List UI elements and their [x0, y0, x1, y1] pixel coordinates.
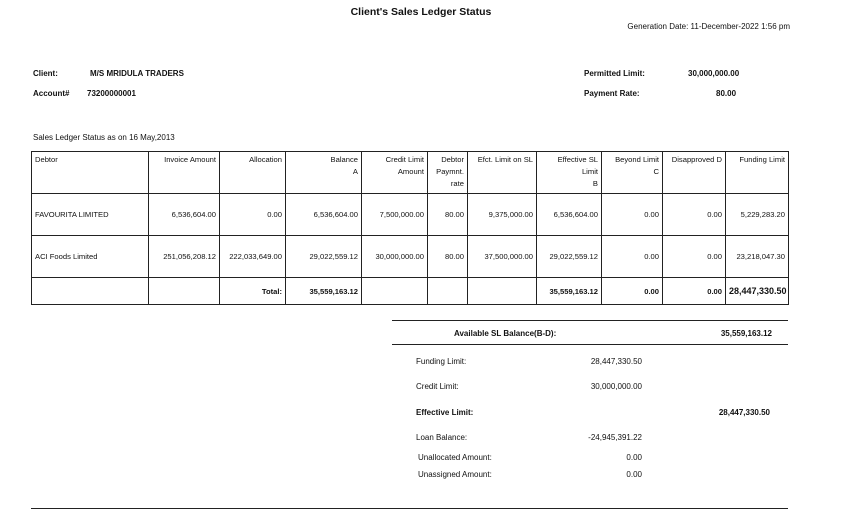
col-header: Beyond Limit C [602, 152, 663, 194]
account-number: 73200000001 [87, 89, 136, 98]
col-header: Effective SL Limit B [537, 152, 602, 194]
sales-ledger-table [31, 151, 789, 305]
cell: 6,536,604.00 [286, 194, 362, 236]
col-header: Balance A [286, 152, 362, 194]
col-header: Disapproved D [663, 152, 726, 194]
cell: FAVOURITA LIMITED [32, 194, 149, 236]
cell: 0.00 [220, 194, 286, 236]
credit-limit-value: 30,000,000.00 [590, 382, 642, 391]
table-row [32, 194, 789, 236]
generation-date: Generation Date: 11-December-2022 1:56 pm [627, 22, 790, 31]
loan-balance-value: -24,945,391.22 [588, 433, 642, 442]
total-disapproved: 0.00 [663, 278, 726, 305]
cell: 5,229,283.20 [726, 194, 789, 236]
cell: 0.00 [663, 236, 726, 278]
col-header: Debtor [32, 152, 149, 194]
credit-limit-label: Credit Limit: [416, 382, 459, 391]
cell [362, 278, 428, 305]
cell: 37,500,000.00 [468, 236, 537, 278]
cell: 29,022,559.12 [537, 236, 602, 278]
cell: 9,375,000.00 [468, 194, 537, 236]
total-balance: 35,559,163.12 [286, 278, 362, 305]
col-header: Funding Limit [726, 152, 789, 194]
col-header: Credit Limit Amount [362, 152, 428, 194]
effective-limit-value: 28,447,330.50 [718, 408, 770, 417]
unassigned-label: Unassigned Amount: [418, 470, 492, 479]
unassigned-value: 0.00 [626, 470, 642, 479]
cell: 0.00 [602, 194, 663, 236]
cell [428, 278, 468, 305]
cell [149, 278, 220, 305]
total-beyond: 0.00 [602, 278, 663, 305]
cell: 6,536,604.00 [149, 194, 220, 236]
payment-rate-value: 80.00 [716, 89, 737, 98]
funding-limit-value: 28,447,330.50 [590, 357, 642, 366]
col-header: Efct. Limit on SL [468, 152, 537, 194]
cell: 29,022,559.12 [286, 236, 362, 278]
table-header-row [32, 152, 789, 194]
payment-rate-label: Payment Rate: [584, 89, 640, 98]
cell: 7,500,000.00 [362, 194, 428, 236]
unallocated-label: Unallocated Amount: [418, 453, 492, 462]
unallocated-value: 0.00 [626, 453, 642, 462]
report-title: Client's Sales Ledger Status [350, 6, 492, 18]
total-funding: 28,447,330.50 [726, 278, 789, 305]
status-line: Sales Ledger Status as on 16 May,2013 [33, 133, 175, 142]
cell: 0.00 [602, 236, 663, 278]
cell: 6,536,604.00 [537, 194, 602, 236]
loan-balance-label: Loan Balance: [416, 433, 468, 442]
table-row [32, 236, 789, 278]
cell: 222,033,649.00 [220, 236, 286, 278]
cell: 80.00 [428, 236, 468, 278]
client-name: M/S MRIDULA TRADERS [90, 69, 184, 78]
divider [392, 344, 788, 345]
cell: 30,000,000.00 [362, 236, 428, 278]
account-label: Account# [33, 89, 70, 98]
col-header: Invoice Amount [149, 152, 220, 194]
total-effective: 35,559,163.12 [537, 278, 602, 305]
cell: 23,218,047.30 [726, 236, 789, 278]
total-row [32, 278, 789, 305]
total-label: Total: [220, 278, 286, 305]
cell: 251,056,208.12 [149, 236, 220, 278]
cell: ACI Foods Limited [32, 236, 149, 278]
effective-limit-label: Effective Limit: [416, 408, 474, 417]
col-header: Allocation [220, 152, 286, 194]
funding-limit-label: Funding Limit: [416, 357, 467, 366]
footer-divider [31, 508, 788, 509]
client-label: Client: [33, 69, 58, 78]
available-balance-value: 35,559,163.12 [720, 329, 772, 338]
permitted-limit-label: Permitted Limit: [584, 69, 645, 78]
cell [468, 278, 537, 305]
col-header: Debtor Paymnt. rate [428, 152, 468, 194]
cell [32, 278, 149, 305]
available-balance-label: Available SL Balance(B-D): [454, 329, 557, 338]
permitted-limit-value: 30,000,000.00 [688, 69, 740, 78]
cell: 0.00 [663, 194, 726, 236]
cell: 80.00 [428, 194, 468, 236]
divider [392, 320, 788, 321]
